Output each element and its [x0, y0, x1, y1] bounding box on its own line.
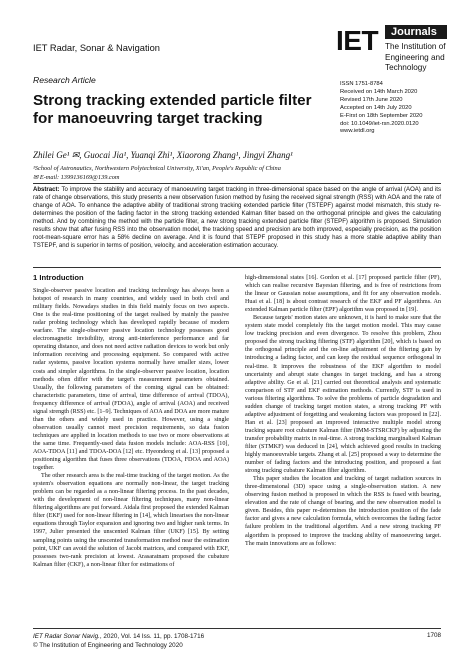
meta-issn: ISSN 1751-8784 — [340, 81, 383, 87]
logo-mark: IET — [336, 25, 379, 56]
corresponding-email[interactable]: ✉ E-mail: 1399136169@139.com — [33, 174, 120, 181]
intro-paragraph-2: The other research area is the real-time tracking of the target motion. As the system's observation equations are normally non-linear, the target tracking problem can be regarded as a non-linear filtering process. In the past decades, with the development of non-linear filtering techniques, many non-linear filtering algorithms are put forward. Aidala first proposed the extended Kalman filter (EKF) used for non-linear filtering in [14], which linearises the non-linear equations through Taylor expansion and ignoring two and higher rank terms. In 1997, Julier presented the unscented Kalman filter (UKF) [15]. By setting sampling points using the unscented transformation method near the estimation point, UKF can avoid the solution of Jacobi matrices, and compared with EKF, possesses two-rank precision at lowest. Arasaratnam proposed the cubature Kalman filter (CKF), a non-linear filter for estimations of — [33, 473, 229, 568]
footer-citation-line — [33, 632, 204, 641]
abstract-top-rule — [33, 183, 441, 184]
abstract-bottom-rule — [33, 267, 441, 268]
meta-accepted: Accepted on 14th July 2020 — [340, 104, 412, 111]
abstract — [33, 186, 441, 250]
logo-institution — [385, 42, 465, 74]
meta-url[interactable]: www.ietdl.org — [340, 128, 375, 135]
abstract-label: Abstract: — [33, 187, 60, 193]
abstract-text: To improve the stability and accuracy of manoeuvring target tracking in three-dimensional space based on the angle of arrival (AOA) and its rate of change observations, this study presents a new observation fusion method by fusing the received signal strength (RSS) with AOA and the rate of change of AOA. To enhance the adaptive ability of traditional strong tracking extended particle filter (TSTEPF) against model mismatch, this study re-determines the position of the fading factor in the strong tracking extended Kalman filter based on the orthogonal principle and gives the calculating method. And by combining the method with the particle filter, a new strong tracking extended particle filter (STEPF) algorithm is proposed. Simulation results show that after fusing RSS into the observation model, the tracking speed and precision are both improved, especially precision, as the position root-mean-square error has a 58% decline on average. And it is found that STEPF proposed in this study has a more stable adaptive ability than TSTEPF, and is superior in terms of position, velocity, and acceleration estimation accuracy. — [33, 187, 441, 250]
article-type: Research Article — [33, 75, 96, 85]
affiliation: ¹School of Astronautics, Northwestern Polytechnical University, Xi'an, People's Republic of China — [33, 165, 281, 172]
iet-journals-logo[interactable] — [336, 22, 448, 76]
logo-institution-line2: Engineering and Technology — [385, 52, 445, 72]
body-column-right — [245, 274, 441, 548]
intro-paragraph-1: Single-observer passive location and tracking technology has always been a hotspot of research in many countries, and widely used in both civil and military fields. Nowadays studies in this field mainly focus on two aspects. One is the real-time positioning of the target realised by mainly the passive radar probing technology which has developed rapidly because of modern warfare. The single-observer passive location technology possesses good electromagnetic invisibility, strong anti-interference performance and far operating distance, and does not need active radiation devices to work but only information receiving and processing equipment. So compared with active radar systems, passive location systems normally have smaller sizes, lower costs and simpler algorithms. In the single-observer passive location, location methods often differ with the target's measurement parameters obtained. Usually, the following parameters of the coming signal can be obtained: characteristic parameters, time of arrival, time difference of arrival (TDOA), frequency difference of arrival (FDOA), angle of arrival (AOA) and received signal strength (RSS) etc. [1–9]. Techniques of AOA and DOA are more mature than the others and widely used in practice. However, using a single observation usually cannot meet precision requirements, so data fusion techniques are applied in location methods to use two or more observations at the same time. Frequently-used data fusion models include: AOA-RSS [10], AOA-TDOA [11] and TDOA-DOA [12] etc. Hyeondeog et al. [13] proposed a positioning algorithm that fuses three observations (TDOA, FDOA and AOA) together. — [33, 288, 229, 472]
footer-copyright: © The Institution of Engineering and Technology 2020 — [33, 642, 183, 649]
logo-institution-line1: The Institution of — [385, 42, 446, 51]
article-metadata — [340, 81, 423, 136]
section-heading-introduction: 1 Introduction — [33, 273, 84, 282]
body-column-left — [33, 274, 229, 569]
meta-revised: Revised 17th June 2020 — [340, 96, 403, 103]
meta-efirst: E-First on 18th September 2020 — [340, 112, 423, 119]
footer-rule — [33, 628, 441, 629]
meta-doi[interactable]: doi: 10.1049/iet-rsn.2020.0120 — [340, 120, 419, 127]
intro-paragraph-4: Because targets' motion states are unknown, it is hard to make sure that the system state model completely fits the target motion model. This may cause low tracking precision and even divergence. To resolve this problem, Zhou proposed the strong tracking filtering (STF) algorithm [20], which is based on the orthogonal principle and the on-line adjustment of the filtering gain by introducing a fading factor, and can keep the residual sequence orthogonal in real-time. It improves the robustness of the EKF algorithm to model uncertainty and abrupt state changes in target tracking, and has a strong adaptive ability. Ge et al. [21] carried out theoretical analysis and systematic comparison of STF and EKF estimation methods. Currently, STF is used in various filtering algorithms. To solve the problems of particle degradation and sudden change of tracking target motion states, a strong tracking PF with adaptive adjustment of forgetting and weakening factors was proposed in [22]. Han et al. [23] proposed an improved interactive multiple model strong tracking square root cubature Kalman filter (IMM-STSRCKF) by adjusting the transfer probability matrix in real-time. A strong tracking marginalised Kalman filter (STMKF) was deduced in [24], which achieved good results in tracking highly manoeuvrable targets. Zhang et al. [25] proposed a way to determine the number of fading factors and the introducing position, and proposed a fast strong tracking cubature Kalman filter algorithm. — [245, 315, 441, 475]
footer-citation — [33, 632, 204, 650]
footer-volume: , 2020, Vol. 14 Iss. 11, pp. 1708-1716 — [99, 633, 205, 640]
footer-journal: IET Radar Sonar Navig. — [33, 633, 100, 640]
author-list: Zhilei Ge¹ ✉, Guocai Jia¹, Yuanqi Zhi¹, Xiaorong Zhang¹, Jingyi Zhang¹ — [33, 150, 293, 160]
meta-received: Received on 14th March 2020 — [340, 88, 418, 95]
article-title: Strong tracking extended particle filter for manoeuvring target tracking — [33, 92, 312, 127]
journal-name: IET Radar, Sonar & Navigation — [33, 43, 160, 53]
logo-journals-label: Journals — [391, 26, 437, 38]
intro-paragraph-3: high-dimensional states [16]. Gordon et al. [17] proposed particle filter (PF), which can realise recursive Bayesian filtering, and is free of restrictions from the linear or Gaussian noise assumptions, and fit for any observation models. Huai et al. [18] is about contrast research of the EKF and PF algorithms. An extended Kalman particle filter (EPF) algorithm was proposed in [19]. — [245, 275, 441, 314]
intro-paragraph-5: This paper studies the location and tracking of target radiation sources in three-dimensional (3D) space using a single-observation station. A new observing fusion method is proposed in which the RSS is fused with bearing, elevation and the rate of change of bearing, and the new observation model is given. Besides, this paper re-determines the introduction position of the fade factor and gives a new calculation formula, which overcomes the fading factor failure problem in the traditional algorithm. And a new strong tracking PF algorithm is proposed to improve the tracking ability of manoeuvring target. The main innovations are as follows: — [245, 476, 441, 547]
page-number: 1708 — [426, 632, 441, 639]
